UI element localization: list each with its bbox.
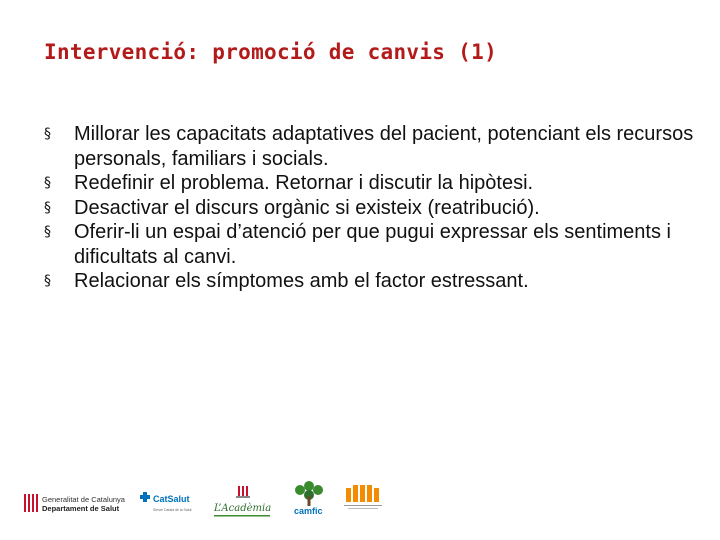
gencat-logo (20, 478, 132, 526)
camfic-logo (286, 478, 332, 526)
bullet-item (44, 196, 694, 221)
bullet-text: Desactivar el discurs orgànic si existeix (reatribució). (74, 196, 540, 219)
orange-institution-logo (342, 478, 384, 526)
bullet-item (44, 171, 694, 196)
bullet-marker-icon: § (44, 175, 51, 191)
bullet-text: Oferir-li un espai d’atenció per que pugui expressar els sentiments i dificultats al canvi. (74, 221, 671, 268)
bullet-item (44, 269, 694, 294)
academia-name: L’Acadèmia (214, 503, 272, 514)
bullet-item (44, 122, 694, 171)
bullet-marker-icon: § (44, 273, 51, 289)
bullet-marker-icon: § (44, 126, 51, 142)
bullet-marker-icon: § (44, 199, 51, 216)
gencat-line1: Generalitat de Catalunya (42, 495, 125, 504)
bullet-text: Millorar les capacitats adaptatives del pacient, potenciant els recursos personals, familiars i socials. (74, 123, 694, 170)
bullet-text: Redefinir el problema. Retornar i discutir la hipòtesi. (74, 172, 534, 194)
camfic-name: camfic (294, 506, 323, 516)
bullet-text: Relacionar els símptomes amb el factor estressant. (74, 270, 529, 292)
bullet-list (44, 122, 694, 294)
academia-logo (212, 478, 274, 526)
footer-logos (20, 478, 400, 526)
catsalut-logo (140, 478, 206, 526)
catsalut-sub: Servei Català de la Salut (153, 508, 192, 512)
bullet-marker-icon: § (44, 224, 51, 240)
catsalut-name: CatSalut (153, 494, 190, 504)
bullet-item (44, 220, 694, 269)
gencat-line2: Departament de Salut (42, 504, 120, 513)
slide-title: Intervenció: promoció de canvis (1) (44, 40, 498, 64)
